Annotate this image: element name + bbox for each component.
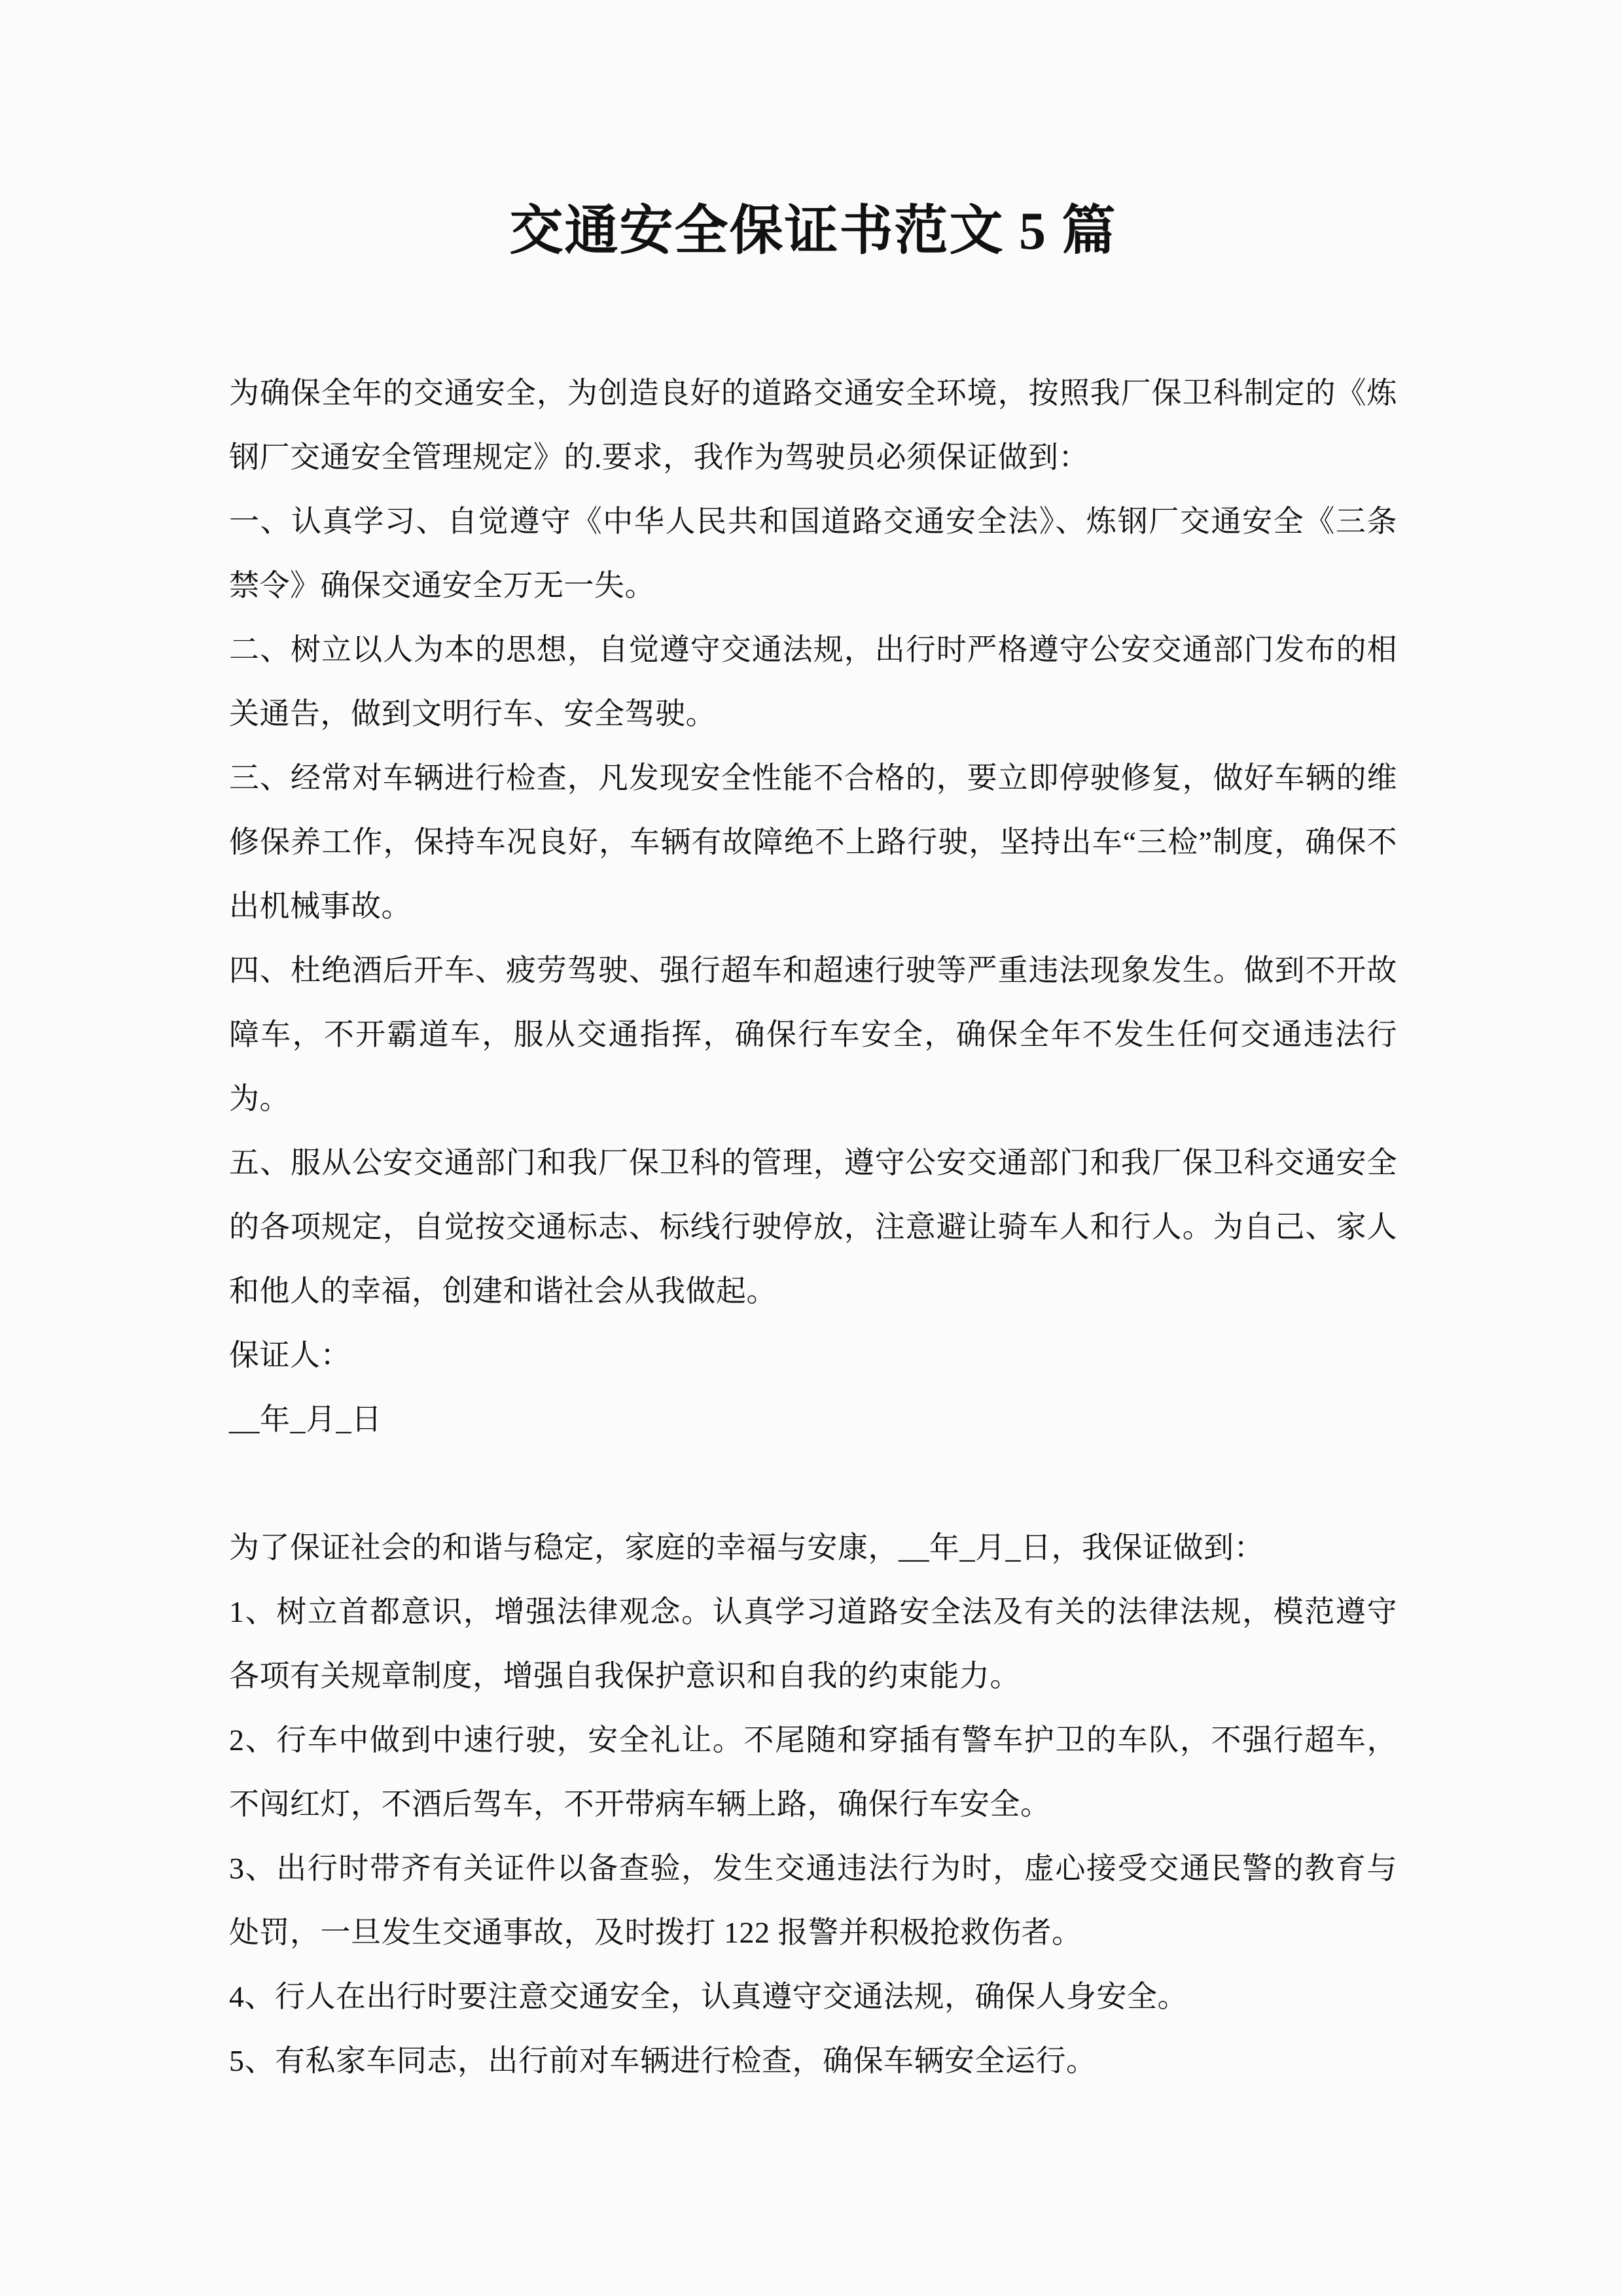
date-line: __年_月_日 (229, 1403, 382, 1436)
paragraph-intro-1: 为确保全年的交通安全，为创造良好的道路交通安全环境，按照我厂保卫科制定的《炼钢厂交通安全管理规定》的.要求，我作为驾驶员必须保证做到： (229, 376, 1397, 474)
paragraph-item-9: 4、行人在出行时要注意交通安全，认真遵守交通法规，确保人身安全。 (229, 1980, 1188, 2013)
guarantor-line: 保证人： (229, 1338, 351, 1372)
paragraph-item-10: 5、有私家车同志，出行前对车辆进行检查，确保车辆安全运行。 (229, 2044, 1097, 2077)
paragraph-item-8: 3、出行时带齐有关证件以备查验，发生交通违法行为时，虚心接受交通民警的教育与处罚，一旦发生交通事故，及时拨打 122 报警并积极抢救伤者。 (229, 1852, 1397, 1949)
document-title: 交通安全保证书范文 5 篇 (509, 201, 1117, 260)
paragraph-intro-2: 为了保证社会的和谐与稳定，家庭的幸福与安康，__年_月_日，我保证做到： (229, 1531, 1264, 1564)
paragraph-item-6: 1、树立首都意识，增强法律观念。认真学习道路安全法及有关的法律法规，模范遵守各项有关规章制度，增强自我保护意识和自我的约束能力。 (229, 1595, 1397, 1693)
blank-line-spacer (229, 1452, 1397, 1516)
paragraph-item-7: 2、行车中做到中速行驶，安全礼让。不尾随和穿插有警车护卫的车队，不强行超车，不闯红灯，不酒后驾车，不开带病车辆上路，确保行车安全。 (229, 1723, 1397, 1821)
paragraph-item-5: 五、服从公安交通部门和我厂保卫科的管理，遵守公安交通部门和我厂保卫科交通安全的各项规定，自觉按交通标志、标线行驶停放，注意避让骑车人和行人。为自己、家人和他人的幸福，创建和谐社会从我做起。 (229, 1146, 1397, 1308)
document-body (229, 361, 1397, 2093)
paragraph-item-4: 四、杜绝酒后开车、疲劳驾驶、强行超车和超速行驶等严重违法现象发生。做到不开故障车，不开霸道车，服从交通指挥，确保行车安全，确保全年不发生任何交通违法行为。 (229, 954, 1397, 1115)
paragraph-item-2: 二、树立以人为本的思想，自觉遵守交通法规，出行时严格遵守公安交通部门发布的相关通告，做到文明行车、安全驾驶。 (229, 633, 1397, 730)
paragraph-item-1: 一、认真学习、自觉遵守《中华人民共和国道路交通安全法》、炼钢厂交通安全《三条禁令》确保交通安全万无一失。 (229, 505, 1397, 602)
paragraph-item-3: 三、经常对车辆进行检查，凡发现安全性能不合格的，要立即停驶修复，做好车辆的维修保养工作，保持车况良好，车辆有故障绝不上路行驶，坚持出车“三检”制度，确保不出机械事故。 (229, 761, 1397, 923)
